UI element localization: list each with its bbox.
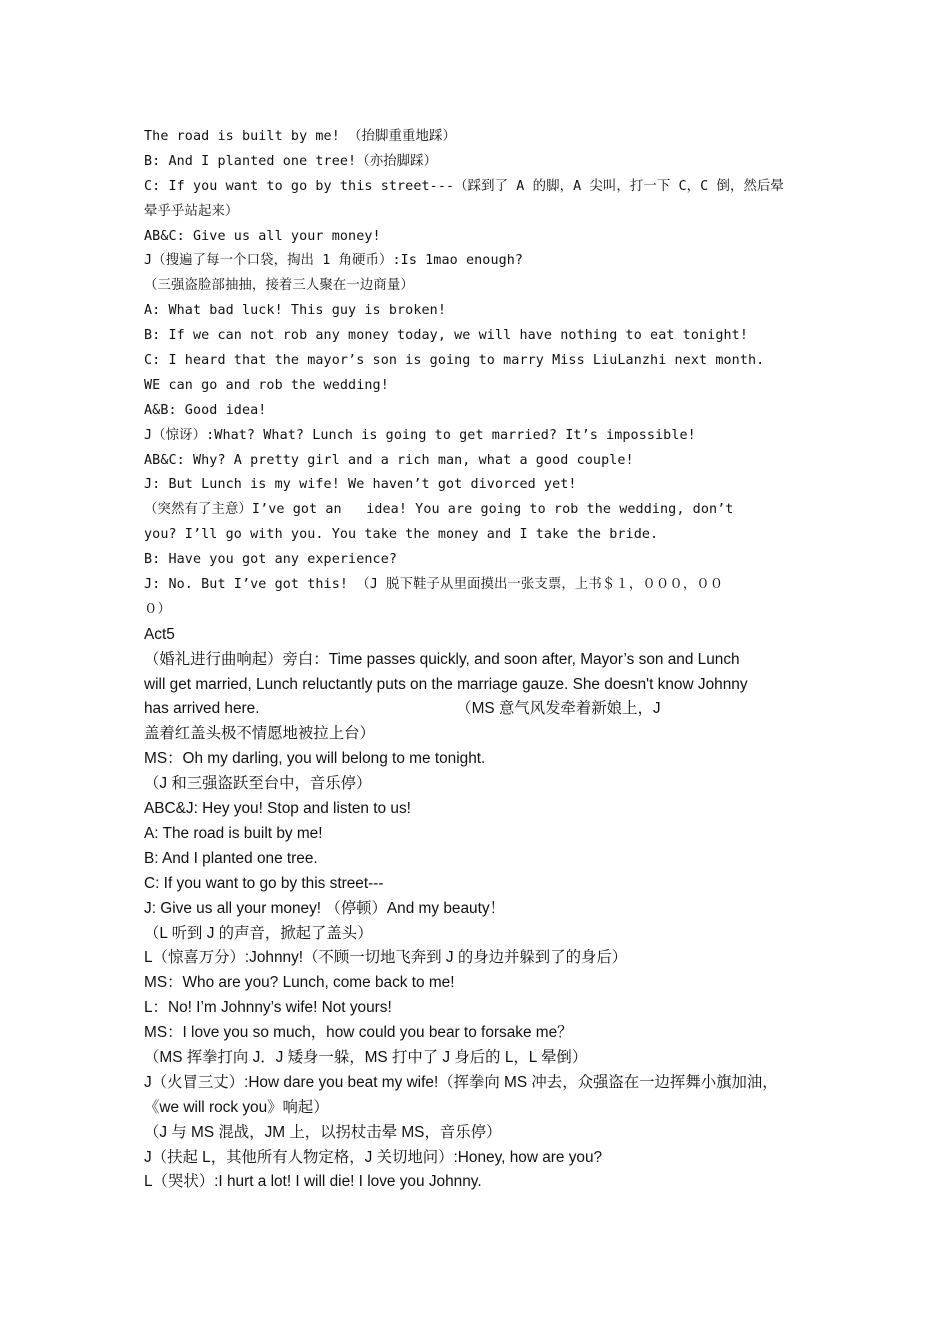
script-line: J: But Lunch is my wife! We haven’t got divorced yet! [144,477,577,493]
script-line: ABC&J: Hey you! Stop and listen to us! [144,800,411,818]
script-line: 盖着红盖头极不情愿地被拉上台） [144,725,375,743]
script-line: B: And I planted one tree. [144,849,318,867]
script-line: WE can go and rob the wedding! [144,377,389,393]
script-line: 晕乎乎站起来） [144,203,239,219]
script-line: L（惊喜万分）:Johnny!（不顾一切地飞奔到 J 的身边并躲到了的身后） [144,949,628,967]
script-line: ０） [144,601,171,617]
script-line: （MS 挥拳打向 J．J 矮身一躲，MS 打中了 J 身后的 L，L 晕倒） [144,1048,588,1066]
script-line: will get married, Lunch reluctantly puts on the marriage gauze. She doesn't know Johnny [144,675,748,693]
script-line: A&B: Good idea! [144,402,267,418]
script-text [144,125,812,1195]
script-line: J: Give us all your money! （停顿）And my beauty！ [144,899,505,917]
script-line: （J 和三强盗跃至台中，音乐停） [144,775,372,793]
script-line: J（惊讶）:What? What? Lunch is going to get married? It’s impossible! [144,427,696,443]
script-line: （三强盗脸部抽抽，接着三人聚在一边商量） [144,278,414,294]
script-line: C: If you want to go by this street---（踩到了 A 的脚，A 尖叫，打一下 C，C 倒，然后晕 [144,178,784,194]
script-line: （突然有了主意）I’ve got an idea! You are going to rob the wedding, don’t [144,502,734,518]
script-line: B: And I planted one tree!（亦抬脚踩） [144,153,438,169]
script-line: J: No. But I’ve got this! （J 脱下鞋子从里面摸出一张支票，上书＄１，０００，００ [144,577,724,593]
script-line: J（扶起 L，其他所有人物定格，J 关切地问）:Honey, how are you? [144,1148,603,1166]
script-line: C: If you want to go by this street--- [144,874,384,892]
script-line: A: The road is built by me! [144,824,323,842]
script-line: AB&C: Why? A pretty girl and a rich man, what a good couple! [144,452,634,468]
script-line: J（搜遍了每一个口袋，掏出 1 角硬币）:Is 1mao enough? [144,253,524,269]
script-line: The road is built by me! （抬脚重重地踩） [144,129,456,144]
script-line: AB&C: Give us all your money! [144,228,381,244]
script-line: MS：Who are you? Lunch, come back to me! [144,974,455,992]
script-line: （L 听到 J 的声音，掀起了盖头） [144,924,373,942]
script-line: 《we will rock you》响起） [144,1098,329,1116]
script-line: has arrived here. （MS 意气风发牵着新娘上，J [144,700,661,718]
script-line: C: I heard that the mayor’s son is going to marry Miss LiuLanzhi next month. [144,353,765,369]
script-line: MS：I love you so much，how could you bear to forsake me？ [144,1024,573,1042]
script-line: J（火冒三丈）:How dare you beat my wife!（挥拳向 MS 冲去，众强盗在一边挥舞小旗加油， [144,1073,778,1091]
script-line: L（哭状）:I hurt a lot! I will die! I love you Johnny. [144,1173,482,1191]
script-line: （婚礼进行曲响起）旁白：Time passes quickly, and soon after, Mayor’s son and Lunch [144,650,740,668]
script-line: you? I’ll go with you. You take the money and I take the bride. [144,527,659,543]
script-line: B: Have you got any experience? [144,552,398,568]
script-line: L：No! I’m Johnny’s wife! Not yours! [144,999,392,1017]
act-heading: Act5 [144,625,175,643]
script-line: （J 与 MS 混战，JM 上，以拐杖击晕 MS，音乐停） [144,1123,502,1141]
script-line: A: What bad luck! This guy is broken! [144,303,446,319]
script-line: MS：Oh my darling, you will belong to me tonight. [144,750,486,768]
script-line: B: If we can not rob any money today, we will have nothing to eat tonight! [144,328,748,344]
